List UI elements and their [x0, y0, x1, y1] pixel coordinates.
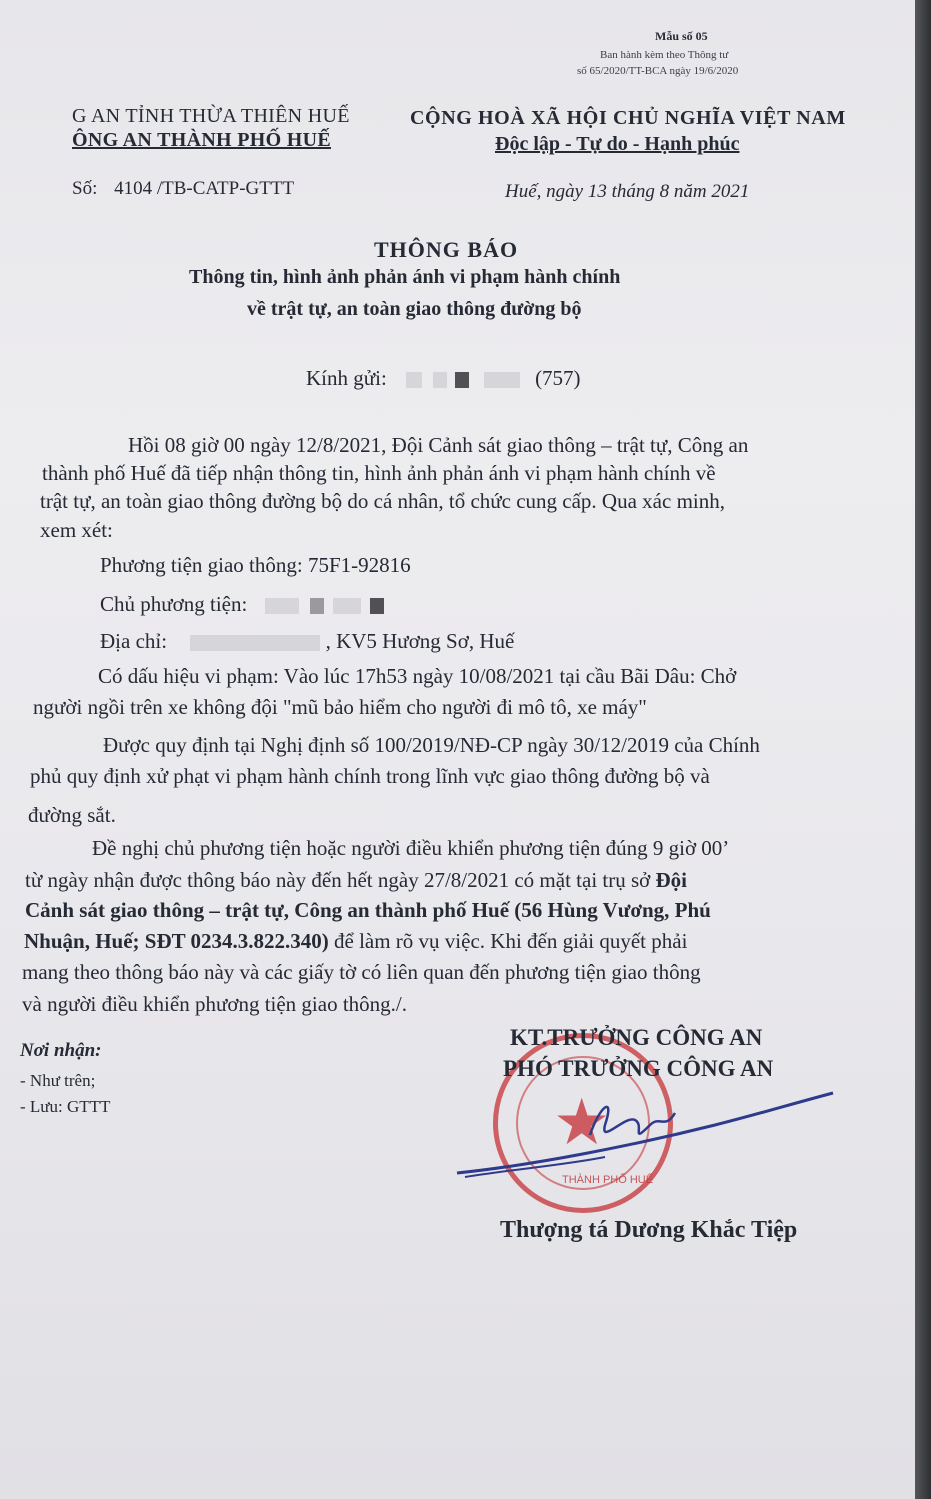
form-issued-with: Ban hành kèm theo Thông tư — [600, 49, 729, 61]
recipient-line — [306, 366, 581, 391]
decree-line2: phủ quy định xử phạt vi phạm hành chính trong lĩnh vực giao thông đường bộ và — [30, 764, 710, 788]
request-line2-bold: Đội — [655, 868, 688, 892]
request-line6: và người điều khiển phương tiện giao thông./. — [22, 992, 408, 1016]
seal-text: THÀNH PHỐ HUẾ — [562, 1174, 654, 1186]
decree-line3: đường sắt. — [28, 803, 116, 827]
place-date: Huế, ngày 13 tháng 8 năm 2021 — [505, 181, 750, 202]
recipient-code: (757) — [535, 366, 581, 390]
violation-line2: người ngồi trên xe không đội "mũ bảo hiểm cho người đi mô tô, xe máy" — [33, 695, 647, 719]
request-line4 — [24, 929, 687, 954]
redacted-name — [433, 372, 447, 388]
request-line4-text: để làm rõ vụ việc. Khi đến giải quyết phải — [328, 929, 688, 953]
notice-title: THÔNG BÁO — [374, 237, 519, 262]
recipients-item-2: - Lưu: GTTT — [20, 1097, 111, 1116]
owner-label: Chủ phương tiện: — [100, 592, 248, 616]
decree-line1: Được quy định tại Nghị định số 100/2019/NĐ-CP ngày 30/12/2019 của Chính — [103, 733, 760, 757]
seal-star-icon: ★ — [553, 1087, 611, 1158]
redacted-owner — [310, 598, 324, 614]
request-line5: mang theo thông báo này và các giấy tờ có liên quan đến phương tiện giao thông — [22, 960, 701, 984]
violation-line1: Có dấu hiệu vi phạm: Vào lúc 17h53 ngày 10/08/2021 tại cầu Bãi Dâu: Chở — [98, 664, 737, 688]
dark-background-edge — [915, 0, 931, 1499]
request-line1: Đề nghị chủ phương tiện hoặc người điều khiển phương tiện đúng 9 giờ 00’ — [92, 836, 730, 860]
handwritten-signature — [455, 1085, 835, 1195]
para1-line2: thành phố Huế đã tiếp nhận thông tin, hình ảnh phản ánh vi phạm hành chính về — [42, 461, 716, 485]
document-number — [72, 178, 294, 200]
redacted-name — [406, 372, 422, 388]
para1-line3: trật tự, an toàn giao thông đường bộ do cá nhân, tổ chức cung cấp. Qua xác minh, — [40, 489, 725, 513]
request-line2 — [25, 868, 687, 893]
signer-title-1: KT.TRƯỞNG CÔNG AN — [510, 1025, 763, 1050]
request-line2-text: từ ngày nhận được thông báo này đến hết ngày 27/8/2021 có mặt tại trụ sở — [25, 868, 651, 892]
recipient-label: Kính gửi: — [306, 366, 387, 390]
redacted-name — [484, 372, 520, 388]
recipients-label: Nơi nhận: — [20, 1040, 102, 1061]
address-value: , KV5 Hương Sơ, Huế — [325, 629, 515, 653]
owner-line — [100, 592, 384, 617]
redacted-address — [190, 635, 320, 651]
number-value: 4104 /TB-CATP-GTTT — [114, 178, 295, 199]
recipients-item-1: - Như trên; — [20, 1071, 96, 1090]
vehicle-line: Phương tiện giao thông: 75F1-92816 — [100, 553, 411, 577]
notice-subtitle-2: về trật tự, an toàn giao thông đường bộ — [247, 298, 582, 320]
form-circular: số 65/2020/TT-BCA ngày 19/6/2020 — [577, 65, 739, 77]
redacted-name — [455, 372, 469, 388]
request-line4-bold: Nhuận, Huế; SĐT 0234.3.822.340) — [24, 929, 329, 953]
request-line3: Cảnh sát giao thông – trật tự, Công an thành phố Huế (56 Hùng Vương, Phú — [25, 898, 711, 922]
agency-line-2: ÔNG AN THÀNH PHỐ HUẾ — [72, 129, 331, 151]
number-label: Số: — [72, 178, 98, 199]
nation-motto: Độc lập - Tự do - Hạnh phúc — [495, 133, 740, 155]
signer-name: Thượng tá Dương Khắc Tiệp — [500, 1217, 798, 1243]
address-label: Địa chỉ: — [100, 629, 168, 653]
signer-title-2: PHÓ TRƯỞNG CÔNG AN — [503, 1056, 774, 1081]
address-line — [100, 629, 514, 654]
para1-line4: xem xét: — [40, 518, 113, 542]
form-number: Mẫu số 05 — [655, 29, 708, 43]
redacted-owner — [333, 598, 361, 614]
notice-subtitle-1: Thông tin, hình ảnh phản ánh vi phạm hành chính — [189, 266, 621, 288]
agency-line-1: G AN TỈNH THỪA THIÊN HUẾ — [72, 105, 350, 127]
nation-name: CỘNG HOÀ XÃ HỘI CHỦ NGHĨA VIỆT NAM — [410, 107, 846, 129]
redacted-owner — [370, 598, 384, 614]
para1-line1: Hồi 08 giờ 00 ngày 12/8/2021, Đội Cảnh sát giao thông – trật tự, Công an — [128, 433, 749, 457]
redacted-owner — [265, 598, 299, 614]
